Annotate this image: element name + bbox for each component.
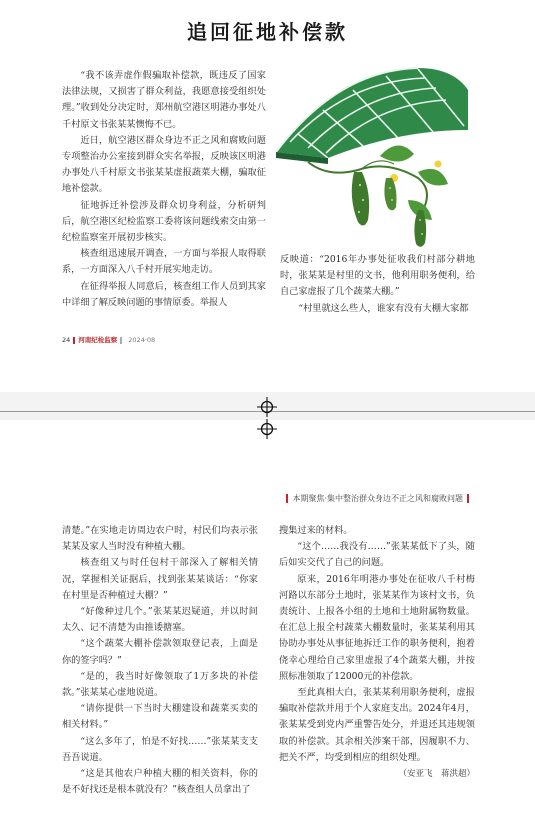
paragraph: 征地拆迁补偿涉及群众切身利益，分析研判后，航空港区纪检监察工委将该问题线索交由第一纪检监察室开展初步核实。 bbox=[62, 199, 266, 244]
page-footer bbox=[62, 335, 155, 344]
page-number: 24 bbox=[62, 336, 71, 344]
article-title: 追回征地补偿款 bbox=[187, 20, 348, 44]
paragraph: 搜集过来的材料。 bbox=[279, 525, 353, 536]
paragraph: “请你提供一下当时大棚建设和蔬菜买卖的相关材料。” bbox=[62, 703, 258, 731]
paragraph: “是的，我当时好像领取了1万多块的补偿款。”张某某心虚地说道。 bbox=[62, 670, 258, 699]
paragraph: 近日，航空港区群众身边不正之风和腐败问题专项整治办公室接到群众实名举报，反映该区明港办事处八千村原文书张某某虚报蔬菜大棚，骗取征地补偿款。 bbox=[62, 134, 266, 195]
paragraph: “这么多年了，怕是不好找……”张某某支支吾吾说道。 bbox=[62, 735, 258, 763]
registration-crosshair-icon bbox=[257, 419, 277, 439]
bottom-left-column bbox=[62, 523, 258, 798]
paragraph: 反映道：“2016年办事处征收我们村部分耕地时，张某某是村里的文书，他利用职务便利，给自己家虚报了几个蔬菜大棚。” bbox=[280, 254, 475, 298]
paragraph: “这个……我没有……”张某某低下了头，随后如实交代了自己的问题。 bbox=[279, 541, 475, 569]
registration-crosshair-icon bbox=[257, 397, 277, 417]
section-header bbox=[282, 493, 473, 504]
paragraph: 清楚。”在实地走访周边农户时，村民们均表示张某某及家人当时没有种植大棚。 bbox=[62, 525, 258, 553]
top-right-column bbox=[280, 252, 475, 317]
bottom-right-column bbox=[279, 523, 475, 782]
paragraph: “村里就这么些人，谁家有没有大棚大家都 bbox=[298, 302, 469, 314]
paragraph: 核查组又与时任包村干部深入了解相关情况，掌握相关证据后，找到张某某谈话：“你家在村里是否种植过大棚？” bbox=[62, 557, 258, 601]
paragraph: “这是其他农户种植大棚的相关资料，你的是不好找还是根本就没有？”核查组人员拿出了 bbox=[62, 768, 258, 796]
magazine-name: 河南纪检监察 bbox=[78, 336, 118, 344]
greenhouse-cucumber-illustration bbox=[268, 60, 478, 250]
issue-date: 2024·08 bbox=[128, 336, 156, 344]
paragraph: “这个蔬菜大棚补偿款领取登记表，上面是你的签字吗？” bbox=[62, 638, 258, 666]
section-header-text: 本期聚焦·集中整治群众身边不正之风和腐败问题 bbox=[292, 494, 463, 503]
paragraph: “好像种过几个。”张某某迟疑道，并以时间太久、记不清楚为由推诿搪塞。 bbox=[62, 606, 258, 634]
paragraph: 至此真相大白，张某某利用职务便利，虚报骗取补偿款并用于个人家庭支出。2024年4月，张某某受到党内严重警告处分，并退还其违规领取的补偿款。其余相关涉案干部，因履职不力、把关不严，均受到相应的组织处理。 bbox=[279, 687, 475, 763]
top-left-column bbox=[62, 68, 266, 311]
paragraph: 核查组迅速展开调查，一方面与举报人取得联系，一方面深入八千村开展实地走访。 bbox=[62, 248, 266, 276]
paragraph: 原来，2016年明港办事处在征收八千村梅河路以东部分土地时，张某某作为该村文书，负责统计、上报各小组的土地和土地附属物数量。在汇总上报全村蔬菜大棚数量时，张某某利用其协助办事处从事征地拆迁工作的职务便利，抱着侥幸心理给自己家里虚报了4个蔬菜大棚，并按照标准领取了12000元的补偿款。 bbox=[279, 573, 475, 682]
paragraph: “我不该弄虚作假骗取补偿款，既违反了国家法律法规，又损害了群众利益，我愿意接受组织处理。”收到处分决定时，郑州航空港区明港办事处八千村原文书张某某懊悔不已。 bbox=[62, 70, 266, 130]
top-page bbox=[0, 0, 535, 392]
paragraph: 在征得举报人同意后，核查组工作人员到其家中详细了解反映问题的事情原委。举报人 bbox=[62, 280, 266, 308]
author-credit: （安亚飞 蒋洪超） bbox=[398, 769, 475, 780]
